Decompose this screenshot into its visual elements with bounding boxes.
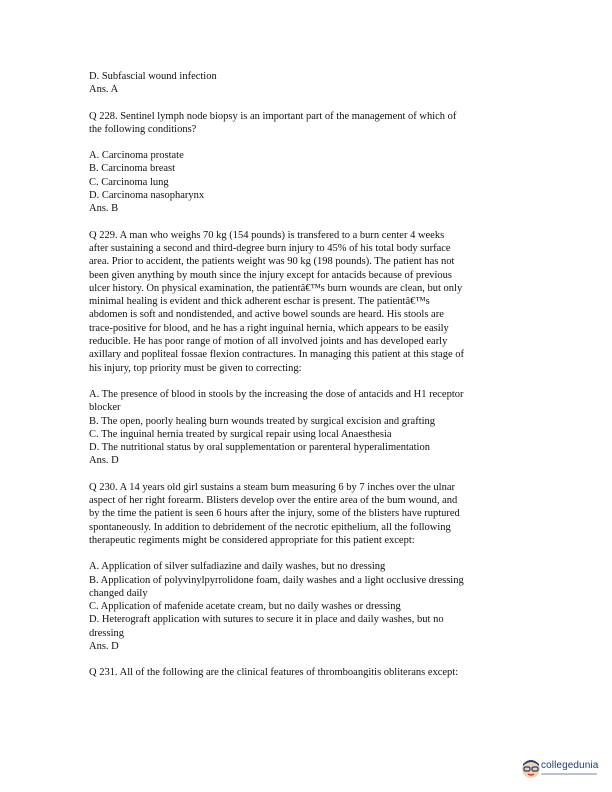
question-text-line: ulcer history. On physical examination, the patientâ€™s burn wounds are clean, but only xyxy=(89,282,463,294)
question-text-line: after sustaining a second and third-degree burn injury to 45% of his total body surface xyxy=(89,242,451,254)
options-228 xyxy=(89,149,525,215)
option-b: B. Application of polyvinylpyrrolidone foam, daily washes and a light occlusive dressing xyxy=(89,574,464,586)
question-text-line: axillary and popliteal fossae flexion contractures. In managing this patient at this stage of xyxy=(89,349,464,361)
option-c: C. Application of mafenide acetate cream, but no daily washes or dressing xyxy=(89,601,401,613)
question-text-line: been given anything by mouth since the injury except for antacids because of previous xyxy=(89,269,453,281)
question-230 xyxy=(89,481,525,547)
question-text-line: aspect of her right forearm. Blisters develop over the entire area of the bum wound, and xyxy=(89,495,458,507)
document-body xyxy=(89,70,525,680)
question-text-line: minimal healing is evident and thick adherent eschar is present. The patientâ€™s xyxy=(89,296,430,308)
question-text-line: area. Prior to accident, the patients weight was 90 kg (198 pounds). The patient has not xyxy=(89,256,455,268)
answer-line: Ans. D xyxy=(89,455,119,467)
text-line: D. Subfascial wound infection xyxy=(89,71,217,82)
option-a: A. The presence of blood in stools by the increasing the dose of antacids and H1 receptor xyxy=(89,388,464,400)
question-text-line: reducible. He has poor range of motion of all involved joints and has developed early xyxy=(89,336,448,348)
question-text-line: by the time the patient is seen 6 hours after the injury, some of the blisters have ruptured xyxy=(89,508,460,520)
option-d-cont: dressing xyxy=(89,627,124,639)
brand-name: collegedunia xyxy=(541,760,599,771)
option-c: C. Carcinoma lung xyxy=(89,176,169,188)
answer-line: Ans. A xyxy=(89,84,119,96)
question-text-line: spontaneously. In addition to debridement of the necrotic epithelium, all the following xyxy=(89,521,451,533)
option-d: D. The nutritional status by oral supplementation or parenteral hyperalimentation xyxy=(89,442,430,454)
option-b-cont: changed daily xyxy=(89,587,148,599)
answer-line: Ans. D xyxy=(89,640,119,652)
question-text-line: Q 231. All of the following are the clinical features of thromboangitis obliterans except: xyxy=(89,667,459,679)
question-text-line: Q 229. A man who weighs 70 kg (154 pounds) is transfered to a burn center 4 weeks xyxy=(89,229,445,241)
question-text-line: his injury, top priority must be given to correcting: xyxy=(89,362,302,374)
brand-tagline-bar xyxy=(541,773,597,775)
question-text-line: abdomen is soft and nondistended, and active bowel sounds are heard. His stools are xyxy=(89,309,444,321)
option-b: B. Carcinoma breast xyxy=(89,163,176,175)
question-text-line: Q 230. A 14 years old girl sustains a steam bum measuring 6 by 7 inches over the ulnar xyxy=(89,481,455,493)
option-a: A. Carcinoma prostate xyxy=(89,150,184,162)
question-text-line: trace-positive for blood, and he has a right inguinal hernia, which appears to be easily xyxy=(89,322,449,334)
question-229 xyxy=(89,229,525,375)
options-229 xyxy=(89,388,525,468)
options-230 xyxy=(89,560,525,653)
question-text-line: therapeutic regiments might be considered appropriate for this patient except: xyxy=(89,534,415,546)
question-228 xyxy=(89,110,525,137)
option-a: A. Application of silver sulfadiazine and daily washes, but no dressing xyxy=(89,561,386,573)
text-block xyxy=(89,70,525,97)
option-a-cont: blocker xyxy=(89,402,121,414)
question-text-line: Q 228. Sentinel lymph node biopsy is an important part of the management of which of xyxy=(89,110,457,122)
option-b: B. The open, poorly healing burn wounds treated by surgical excision and grafting xyxy=(89,415,436,427)
option-d: D. Carcinoma nasopharynx xyxy=(89,190,205,202)
question-text-line: the following conditions? xyxy=(89,123,197,135)
option-d: D. Heterograft application with sutures to secure it in place and daily washes, but no xyxy=(89,614,444,626)
collegedunia-logo xyxy=(520,757,604,783)
option-c: C. The inguinal hernia treated by surgical repair using local Anaesthesia xyxy=(89,428,392,440)
question-231 xyxy=(89,666,525,679)
answer-line: Ans. B xyxy=(89,203,119,215)
